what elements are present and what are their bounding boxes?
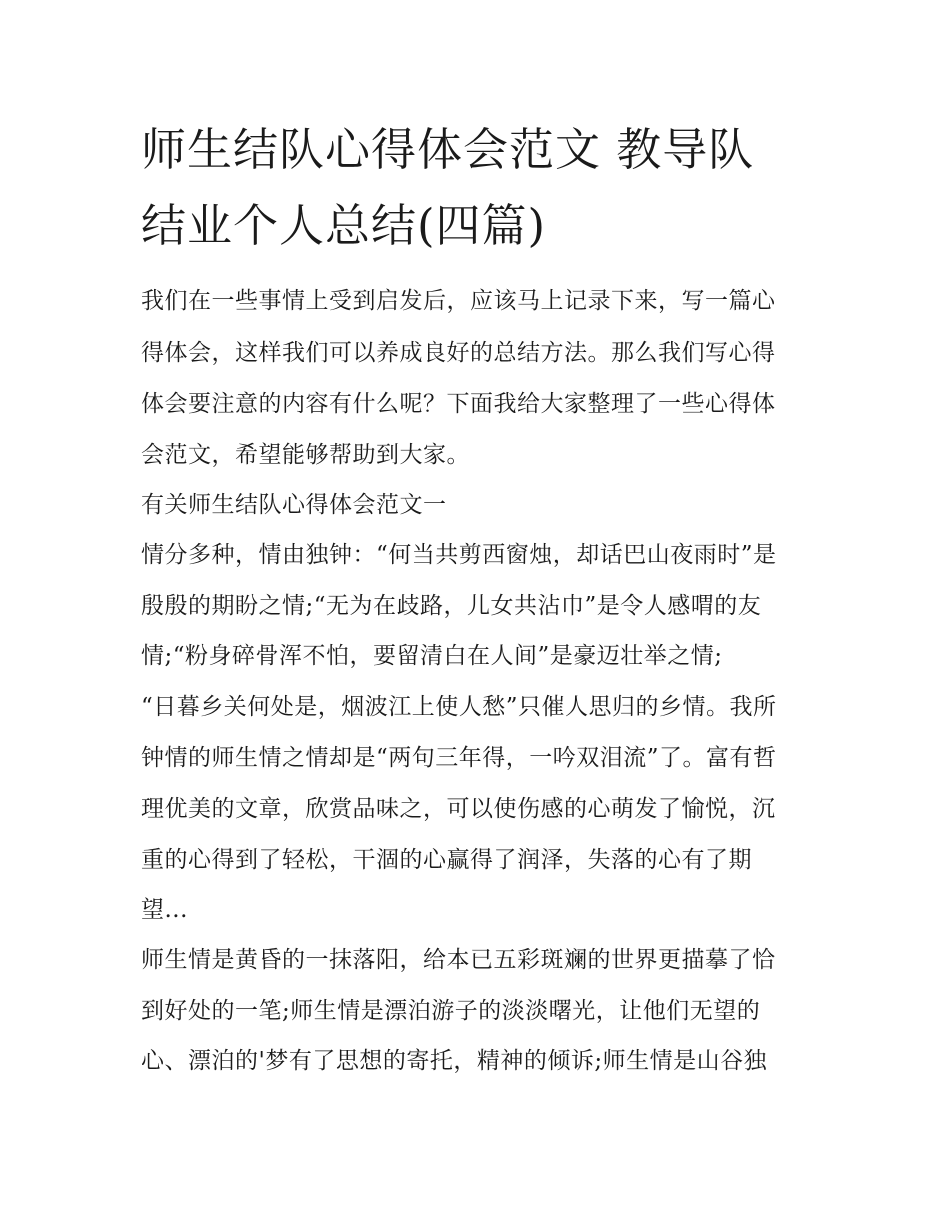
body-text-line: 情分多种，情由独钟：“何当共剪西窗烛，却话巴山夜雨时”是 [141,542,777,568]
body-text-line: 钟情的师生情之情却是“两句三年得，一吟双泪流”了。富有哲 [141,745,777,771]
body-text-line: 望... [141,897,188,923]
body-text-line: 体会要注意的内容有什么呢？下面我给大家整理了一些心得体 [141,391,776,417]
body-text-line: 重的心得到了轻松，干涸的心赢得了润泽，失落的心有了期 [141,847,752,873]
document-title-line-1: 师生结队心得体会范文 教导队 [141,123,755,176]
body-text-line: 得体会，这样我们可以养成良好的总结方法。那么我们写心得 [141,340,776,366]
body-text-line: 我们在一些事情上受到启发后，应该马上记录下来，写一篇心 [141,288,776,314]
body-text-line: 心、漂泊的'梦有了思想的寄托，精神的倾诉;师生情是山谷独 [141,1048,768,1074]
body-text-line: 会范文，希望能够帮助到大家。 [141,442,470,468]
body-text-line: 殷殷的期盼之情;“无为在歧路，儿女共沾巾”是令人感喟的友 [141,593,762,619]
body-text-line: 情;“粉身碎骨浑不怕，要留清白在人间”是豪迈壮举之情; [141,643,723,669]
document-title-line-2: 结业个人总结(四篇) [141,199,547,252]
body-text-line: 理优美的文章，欣赏品味之，可以使伤感的心萌发了愉悦，沉 [141,796,776,822]
body-text-line: 到好处的一笔;师生情是漂泊游子的淡淡曙光，让他们无望的 [141,998,761,1024]
section-heading: 有关师生结队心得体会范文一 [141,492,447,518]
body-text-line: “日暮乡关何处是，烟波江上使人愁”只催人思归的乡情。我所 [141,694,777,720]
body-text-line: 师生情是黄昏的一抹落阳，给本已五彩斑斓的世界更描摹了恰 [141,947,776,973]
